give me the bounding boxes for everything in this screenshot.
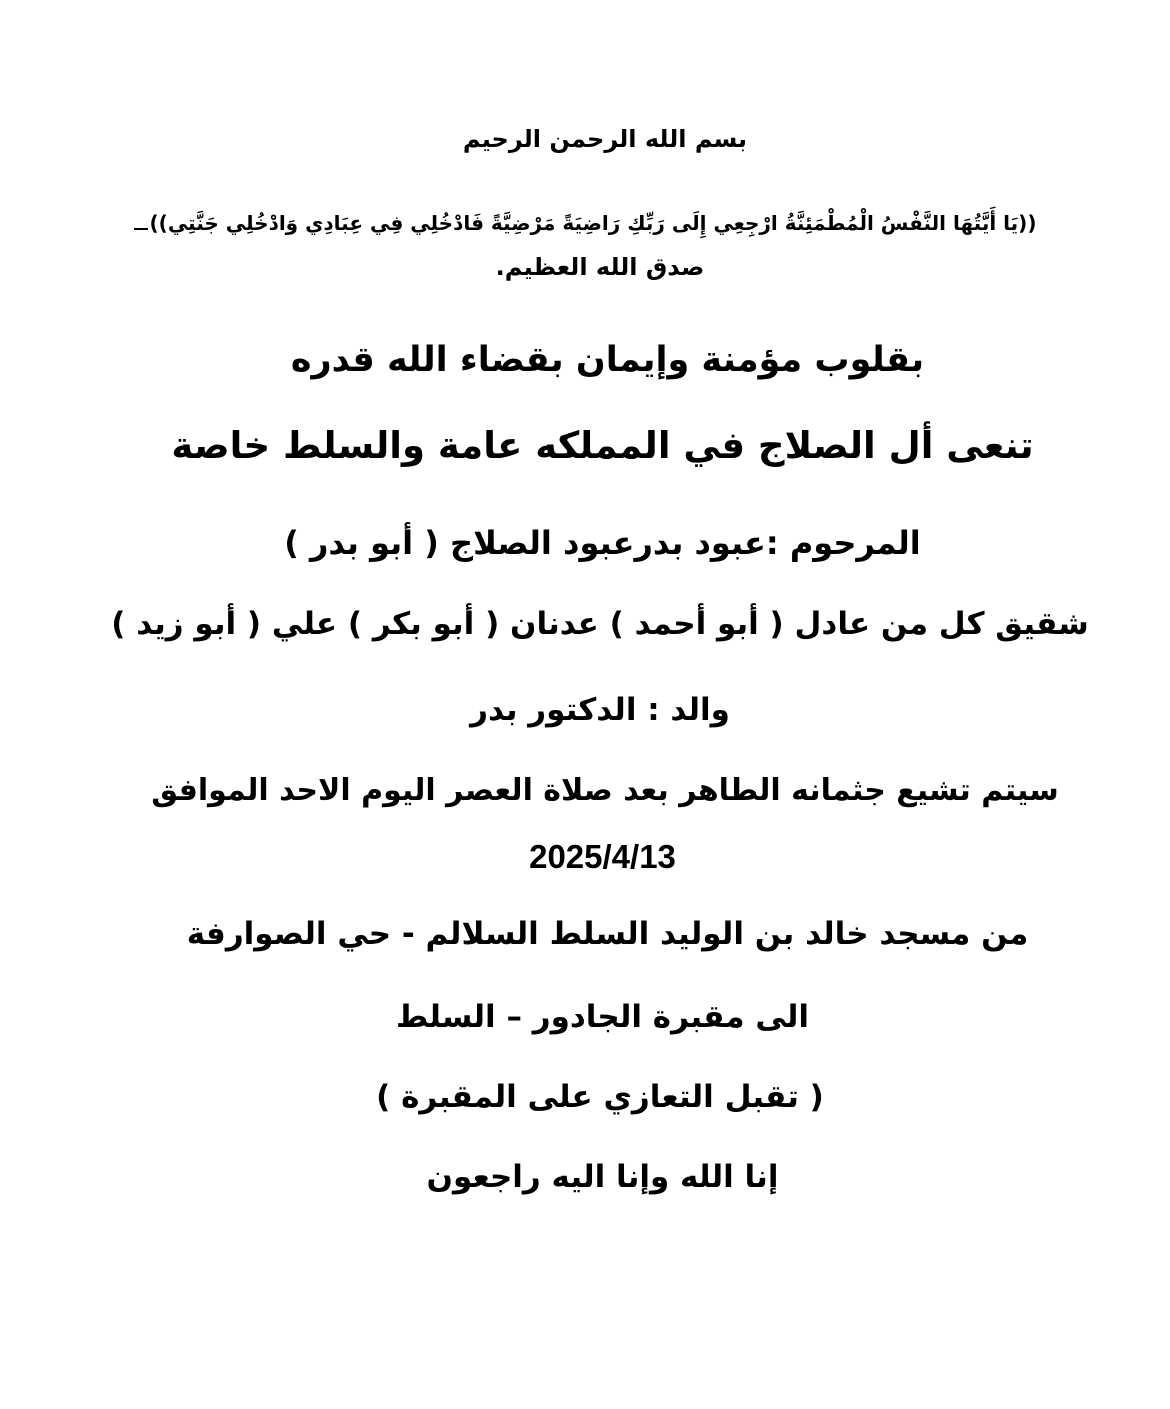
quran-verse — [0, 212, 1170, 235]
sadaq-allah: صدق الله العظيم. — [495, 253, 705, 281]
brothers-line: شقيق كل من عادل ( أبو أحمد ) عدنان ( أبو بكر ) علي ( أبو زيد ) — [111, 606, 1089, 642]
basmala: بسم الله الرحمن الرحيم — [462, 125, 748, 153]
funeral-line: سيتم تشيع جثمانه الطاهر بعد صلاة العصر اليوم الاحد الموافق — [151, 773, 1059, 808]
mosque-line: من مسجد خالد بن الوليد السلط السلالم - حي الصوارفة — [186, 916, 1029, 952]
closing-line: إنا الله وإنا اليه راجعون — [426, 1159, 779, 1195]
verse-underline-mark — [134, 228, 148, 230]
condolence-line: ( تقبل التعازي على المقبرة ) — [376, 1079, 824, 1115]
opening-line: بقلوب مؤمنة وإيمان بقضاء الله قدره — [290, 340, 925, 380]
quran-verse-wrap — [134, 212, 1037, 235]
funeral-date: 2025/4/13 — [529, 838, 676, 875]
father-line: والد : الدكتور بدر — [470, 692, 730, 728]
cemetery-line: الى مقبرة الجادور – السلط — [396, 999, 809, 1035]
mourning-line: تنعى أل الصلاج في المملكه عامة والسلط خاصة — [171, 424, 1034, 467]
quran-verse-text: ((يَا أَيَّتُهَا النَّفْسُ الْمُطْمَئِنَّةُ ارْجِعِي إِلَى رَبِّكِ رَاضِيَةً مَرْضِيَّةً فَادْخُلِي فِي عِبَادِي وَادْخُلِي جَنَّتِي)) — [149, 211, 1037, 235]
deceased-name: المرحوم :عبود بدرعبود الصلاج ( أبو بدر ) — [284, 524, 921, 562]
